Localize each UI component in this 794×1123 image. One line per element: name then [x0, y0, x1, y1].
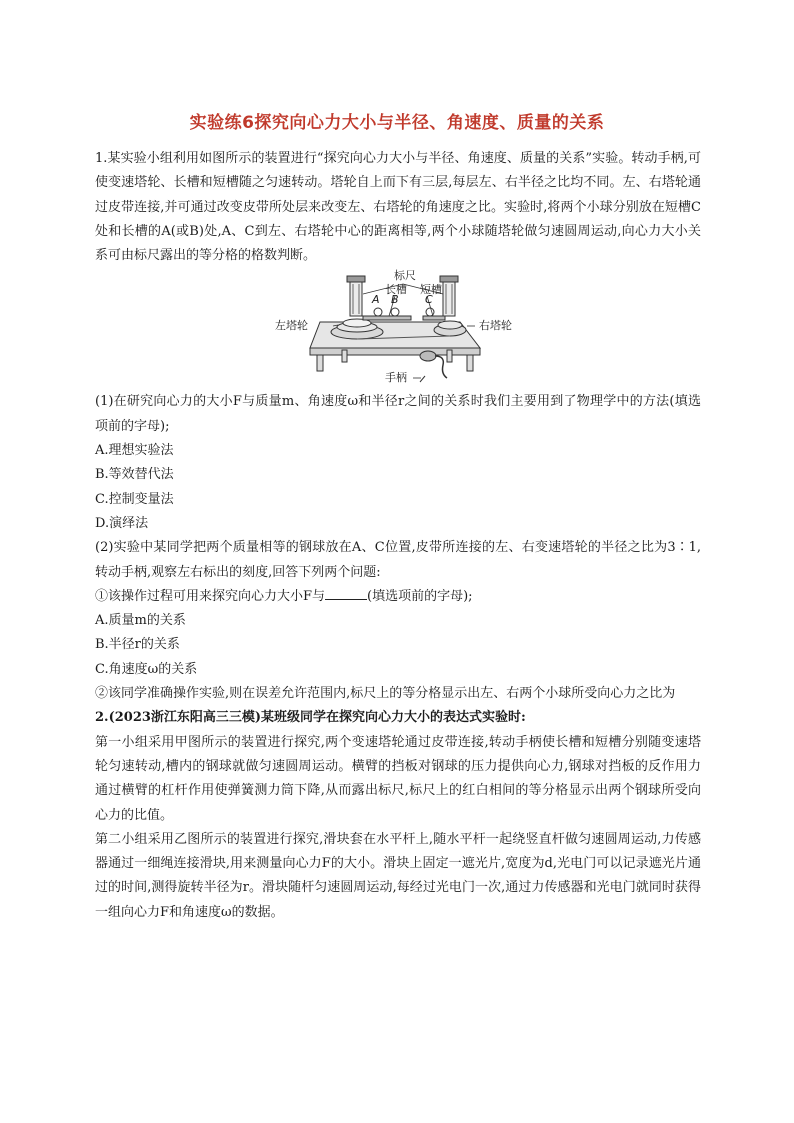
q1-sub2-option-a: A.质量m的关系 — [95, 613, 186, 629]
q2-para2: 第二小组采用乙图所示的装置进行探究,滑块套在水平杆上,随水平杆一起绕竖直杆做匀速圆周运动,力传感器通过一细绳连接滑块,用来测量向心力F的大小。滑块上固定一遮光片,宽度为d,光电门可以记录遮光片通过的时间,测得旋转半径为r。滑块随杆匀速圆周运动,每经过光电门一次,通过力传感器和光电门就同时获得一组向心力F和角速度ω的数据。 — [95, 831, 701, 920]
q1-intro: 1.某实验小组利用如图所示的装置进行“探究向心力大小与半径、角速度、质量的关系”实验。转动手柄,可使变速塔轮、长槽和短槽随之匀速转动。塔轮自上而下有三层,每层左、右半径之比均不同。左、右塔轮通过皮带连接,并可通过改变皮带所处层来改变左、右塔轮的角速度之比。实验时,将两个小球分别放在短槽C处和长槽的A(或B)处,A、C到左、右塔轮中心的距离相等,两个小球随塔轮做匀速圆周运动,向心力大小关系可由标尺露出的等分格的格数判断。 — [95, 151, 701, 264]
q1-sub1: (1)在研究向心力的大小F与质量m、角速度ω和半径r之间的关系时我们主要用到了物理学中的方法(填选项前的字母); — [95, 394, 701, 434]
q1-sub1-option-b: B.等效替代法 — [95, 467, 174, 483]
q1-sub2: (2)实验中某同学把两个质量相等的钢球放在A、C位置,皮带所连接的左、右变速塔轮的半径之比为3∶1,转动手柄,观察左右标出的刻度,回答下列两个问题: — [95, 540, 701, 580]
q2-para1: 第一小组采用甲图所示的装置进行探究,两个变速塔轮通过皮带连接,转动手柄使长槽和短槽分别随变速塔轮匀速转动,槽内的钢球就做匀速圆周运动。横臂的挡板对钢球的压力提供向心力,钢球对挡板的反作用力通过横臂的杠杆作用使弹簧测力筒下降,从而露出标尺,标尺上的红白相间的等分格显示出两个钢球所受向心力的比值。 — [95, 734, 701, 823]
q1-sub1-option-a: A.理想实验法 — [95, 443, 174, 459]
label-a: A — [372, 293, 380, 307]
label-right-wheel: 右塔轮 — [479, 319, 512, 333]
label-long-slot: 长槽 — [385, 283, 407, 297]
answer-blank[interactable] — [325, 587, 367, 600]
q1-sub2-q1-before: ①该操作过程可用来探究向心力大小F与 — [95, 588, 326, 604]
page-title: 实验练6探究向心力大小与半径、角速度、质量的关系 — [189, 113, 605, 133]
q1-sub1-option-d: D.演绎法 — [95, 515, 149, 531]
q2-intro: 2.(2023浙江东阳高三三模)某班级同学在探究向心力大小的表达式实验时: — [95, 710, 526, 726]
q1-sub2-question-1 — [95, 585, 701, 609]
content-body — [95, 147, 701, 925]
q1-sub2-option-c: C.角速度ω的关系 — [95, 661, 198, 677]
label-left-wheel: 左塔轮 — [275, 319, 308, 333]
label-ruler: 标尺 — [394, 269, 416, 283]
q1-sub2-option-b: B.半径r的关系 — [95, 637, 180, 653]
q1-sub2-q1-after: (填选项前的字母); — [367, 588, 473, 604]
label-c: C — [425, 293, 433, 307]
q1-sub1-option-c: C.控制变量法 — [95, 491, 174, 507]
q1-sub2-question-2: ②该同学准确操作实验,则在误差允许范围内,标尺上的等分格显示出左、右两个小球所受向心力之比为 — [95, 686, 676, 702]
label-handle: 手柄 — [385, 371, 407, 385]
apparatus-figure — [95, 270, 701, 390]
label-b: B — [391, 293, 399, 307]
label-short-slot: 短槽 — [420, 283, 442, 297]
